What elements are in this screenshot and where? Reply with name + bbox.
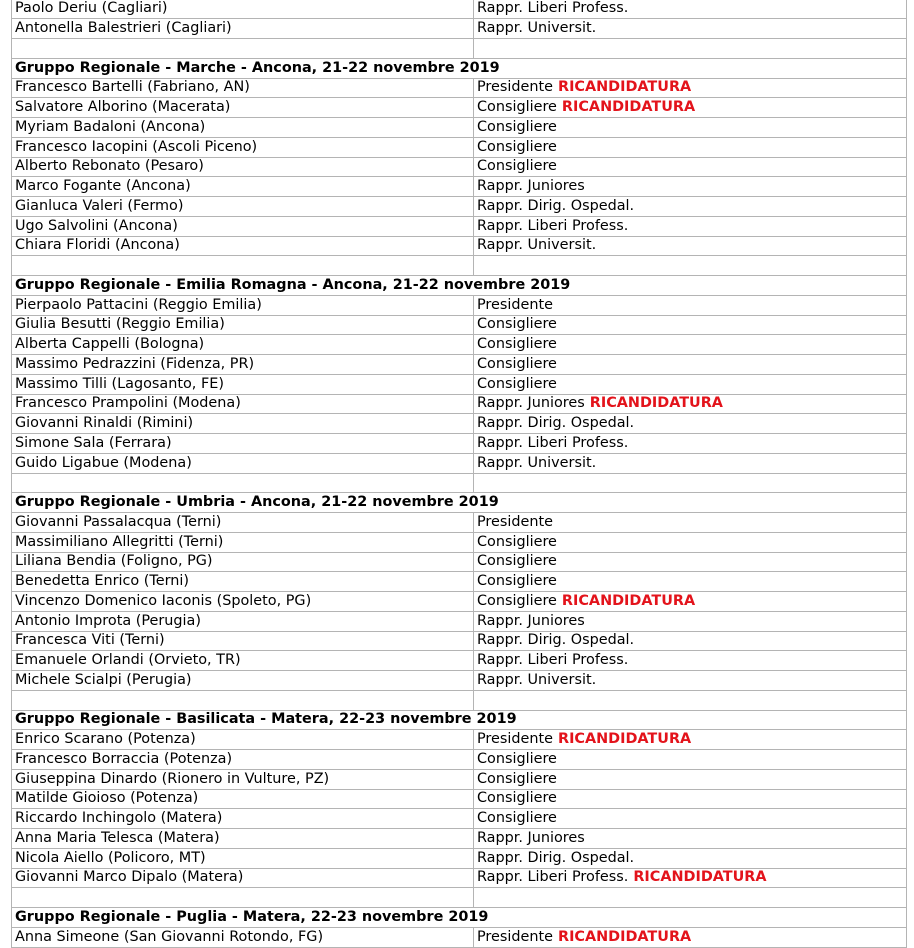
member-role-cell	[474, 434, 907, 454]
spacer-row	[12, 39, 907, 59]
member-role: Rappr. Liberi Profess.	[477, 217, 629, 234]
member-role: Consigliere	[477, 790, 557, 807]
member-role: Consigliere	[477, 810, 557, 827]
member-role: Consigliere	[477, 316, 557, 333]
member-name: Nicola Aiello (Policoro, MT)	[12, 848, 474, 868]
member-name: Paolo Deriu (Cagliari)	[12, 0, 474, 19]
member-name: Giulia Besutti (Reggio Emilia)	[12, 315, 474, 335]
member-role-cell	[474, 157, 907, 177]
member-name: Salvatore Alborino (Macerata)	[12, 98, 474, 118]
member-role: Rappr. Liberi Profess.	[477, 652, 629, 669]
member-row	[12, 769, 907, 789]
member-role-cell	[474, 750, 907, 770]
member-row	[12, 335, 907, 355]
member-name: Giuseppina Dinardo (Rionero in Vulture, PZ)	[12, 769, 474, 789]
member-role-cell	[474, 236, 907, 256]
member-name: Guido Ligabue (Modena)	[12, 453, 474, 473]
member-role: Presidente	[477, 513, 553, 530]
member-role: Presidente	[477, 928, 553, 945]
member-name: Simone Sala (Ferrara)	[12, 434, 474, 454]
member-role: Rappr. Dirig. Ospedal.	[477, 849, 635, 866]
member-role-cell	[474, 19, 907, 39]
member-name: Francesco Iacopini (Ascoli Piceno)	[12, 137, 474, 157]
member-role: Consigliere	[477, 573, 557, 590]
member-role-cell	[474, 611, 907, 631]
member-role: Presidente	[477, 296, 553, 313]
group-header-row	[12, 710, 907, 730]
member-row	[12, 513, 907, 533]
member-row	[12, 651, 907, 671]
member-role-cell	[474, 177, 907, 197]
member-row	[12, 295, 907, 315]
member-role: Rappr. Liberi Profess.	[477, 869, 629, 886]
member-role-cell	[474, 552, 907, 572]
member-row	[12, 157, 907, 177]
member-row	[12, 829, 907, 849]
member-name: Marco Fogante (Ancona)	[12, 177, 474, 197]
spacer-row	[12, 256, 907, 276]
member-role: Rappr. Universit.	[477, 454, 597, 471]
ricandidatura-flag: RICANDIDATURA	[556, 592, 696, 609]
member-name: Massimo Tilli (Lagosanto, FE)	[12, 374, 474, 394]
member-role-cell	[474, 216, 907, 236]
spacer-cell-right	[474, 256, 907, 276]
member-row	[12, 177, 907, 197]
group-header-title: Gruppo Regionale - Marche - Ancona, 21-22 novembre 2019	[12, 58, 907, 78]
member-role-cell	[474, 118, 907, 138]
member-role-cell	[474, 829, 907, 849]
member-role: Consigliere	[477, 336, 557, 353]
member-row	[12, 414, 907, 434]
member-row	[12, 355, 907, 375]
member-role: Consigliere	[477, 375, 557, 392]
member-role: Rappr. Dirig. Ospedal.	[477, 632, 635, 649]
member-role-cell	[474, 394, 907, 414]
member-role-cell	[474, 572, 907, 592]
member-row	[12, 78, 907, 98]
member-name: Francesco Bartelli (Fabriano, AN)	[12, 78, 474, 98]
member-row	[12, 789, 907, 809]
spacer-cell-left	[12, 888, 474, 908]
member-role-cell	[474, 671, 907, 691]
member-name: Anna Simeone (San Giovanni Rotondo, FG)	[12, 927, 474, 947]
member-role: Rappr. Juniores	[477, 395, 585, 412]
member-role: Rappr. Universit.	[477, 671, 597, 688]
table-body	[12, 0, 907, 947]
member-row	[12, 137, 907, 157]
spacer-cell-left	[12, 256, 474, 276]
member-row	[12, 730, 907, 750]
spacer-cell-right	[474, 690, 907, 710]
member-role: Consigliere	[477, 770, 557, 787]
member-row	[12, 374, 907, 394]
group-header-row	[12, 493, 907, 513]
member-row	[12, 750, 907, 770]
group-header-row	[12, 276, 907, 296]
member-role-cell	[474, 355, 907, 375]
member-name: Michele Scialpi (Perugia)	[12, 671, 474, 691]
member-role-cell	[474, 769, 907, 789]
member-name: Anna Maria Telesca (Matera)	[12, 829, 474, 849]
member-role-cell	[474, 789, 907, 809]
member-row	[12, 236, 907, 256]
member-role-cell	[474, 78, 907, 98]
member-name: Massimiliano Allegritti (Terni)	[12, 532, 474, 552]
member-name: Enrico Scarano (Potenza)	[12, 730, 474, 750]
member-role: Rappr. Juniores	[477, 829, 585, 846]
group-header-row	[12, 58, 907, 78]
ricandidatura-flag: RICANDIDATURA	[628, 869, 767, 886]
member-role: Consigliere	[477, 750, 557, 767]
spacer-cell-right	[474, 473, 907, 493]
member-row	[12, 118, 907, 138]
spacer-row	[12, 473, 907, 493]
group-header-title: Gruppo Regionale - Emilia Romagna - Ancona, 21-22 novembre 2019	[12, 276, 907, 296]
member-name: Antonio Improta (Perugia)	[12, 611, 474, 631]
member-role-cell	[474, 592, 907, 612]
member-role: Rappr. Universit.	[477, 20, 597, 37]
member-role: Consigliere	[477, 158, 557, 175]
member-role-cell	[474, 730, 907, 750]
member-role-cell	[474, 197, 907, 217]
member-role-cell	[474, 137, 907, 157]
member-role-cell	[474, 532, 907, 552]
ricandidatura-flag: RICANDIDATURA	[552, 928, 692, 945]
member-row	[12, 0, 907, 19]
member-role: Consigliere	[477, 553, 557, 570]
member-row	[12, 98, 907, 118]
spacer-cell-left	[12, 473, 474, 493]
member-role-cell	[474, 295, 907, 315]
member-role: Rappr. Dirig. Ospedal.	[477, 415, 635, 432]
member-role-cell	[474, 927, 907, 947]
member-name: Myriam Badaloni (Ancona)	[12, 118, 474, 138]
member-role: Consigliere	[477, 138, 557, 155]
member-row	[12, 552, 907, 572]
member-name: Gianluca Valeri (Fermo)	[12, 197, 474, 217]
spacer-row	[12, 888, 907, 908]
member-role: Consigliere	[477, 355, 557, 372]
ricandidatura-flag: RICANDIDATURA	[584, 395, 723, 412]
member-row	[12, 868, 907, 888]
member-name: Giovanni Passalacqua (Terni)	[12, 513, 474, 533]
spacer-cell-right	[474, 888, 907, 908]
member-row	[12, 592, 907, 612]
member-role: Rappr. Dirig. Ospedal.	[477, 197, 635, 214]
group-header-title: Gruppo Regionale - Puglia - Matera, 22-23 novembre 2019	[12, 908, 907, 928]
member-row	[12, 19, 907, 39]
member-name: Francesco Prampolini (Modena)	[12, 394, 474, 414]
spacer-row	[12, 690, 907, 710]
member-name: Pierpaolo Pattacini (Reggio Emilia)	[12, 295, 474, 315]
member-row	[12, 611, 907, 631]
member-role: Consigliere	[477, 118, 557, 135]
member-row	[12, 216, 907, 236]
member-role: Rappr. Liberi Profess.	[477, 434, 629, 451]
member-role: Consigliere	[477, 533, 557, 550]
member-role-cell	[474, 848, 907, 868]
spacer-cell-right	[474, 39, 907, 59]
ricandidatura-flag: RICANDIDATURA	[556, 99, 696, 116]
member-row	[12, 848, 907, 868]
member-role-cell	[474, 809, 907, 829]
member-role-cell	[474, 513, 907, 533]
member-row	[12, 532, 907, 552]
ricandidatura-flag: RICANDIDATURA	[552, 731, 692, 748]
regional-groups-table	[11, 0, 907, 948]
member-name: Matilde Gioioso (Potenza)	[12, 789, 474, 809]
member-name: Antonella Balestrieri (Cagliari)	[12, 19, 474, 39]
member-name: Ugo Salvolini (Ancona)	[12, 216, 474, 236]
member-role: Presidente	[477, 79, 553, 96]
member-role-cell	[474, 315, 907, 335]
member-row	[12, 315, 907, 335]
member-name: Benedetta Enrico (Terni)	[12, 572, 474, 592]
member-row	[12, 809, 907, 829]
member-role: Consigliere	[477, 592, 557, 609]
member-row	[12, 631, 907, 651]
ricandidatura-flag: RICANDIDATURA	[552, 79, 692, 96]
group-header-title: Gruppo Regionale - Basilicata - Matera, 22-23 novembre 2019	[12, 710, 907, 730]
member-row	[12, 434, 907, 454]
member-row	[12, 394, 907, 414]
member-row	[12, 453, 907, 473]
member-name: Francesca Viti (Terni)	[12, 631, 474, 651]
spacer-cell-left	[12, 690, 474, 710]
member-name: Riccardo Inchingolo (Matera)	[12, 809, 474, 829]
member-role: Consigliere	[477, 99, 557, 116]
member-role-cell	[474, 335, 907, 355]
member-role-cell	[474, 414, 907, 434]
member-role-cell	[474, 98, 907, 118]
member-role: Presidente	[477, 731, 553, 748]
group-header-row	[12, 908, 907, 928]
member-role-cell	[474, 453, 907, 473]
member-name: Vincenzo Domenico Iaconis (Spoleto, PG)	[12, 592, 474, 612]
member-role-cell	[474, 0, 907, 19]
member-name: Liliana Bendia (Foligno, PG)	[12, 552, 474, 572]
member-role-cell	[474, 651, 907, 671]
member-role-cell	[474, 374, 907, 394]
member-role: Rappr. Juniores	[477, 178, 585, 195]
member-name: Chiara Floridi (Ancona)	[12, 236, 474, 256]
member-role-cell	[474, 868, 907, 888]
member-row	[12, 197, 907, 217]
member-row	[12, 927, 907, 947]
member-name: Alberta Cappelli (Bologna)	[12, 335, 474, 355]
member-name: Massimo Pedrazzini (Fidenza, PR)	[12, 355, 474, 375]
group-header-title: Gruppo Regionale - Umbria - Ancona, 21-22 novembre 2019	[12, 493, 907, 513]
member-role-cell	[474, 631, 907, 651]
member-role: Rappr. Juniores	[477, 612, 585, 629]
member-row	[12, 671, 907, 691]
spacer-cell-left	[12, 39, 474, 59]
member-role: Rappr. Liberi Profess.	[477, 0, 629, 17]
member-name: Giovanni Marco Dipalo (Matera)	[12, 868, 474, 888]
member-name: Francesco Borraccia (Potenza)	[12, 750, 474, 770]
member-row	[12, 572, 907, 592]
member-name: Alberto Rebonato (Pesaro)	[12, 157, 474, 177]
member-role: Rappr. Universit.	[477, 237, 597, 254]
member-name: Giovanni Rinaldi (Rimini)	[12, 414, 474, 434]
member-name: Emanuele Orlandi (Orvieto, TR)	[12, 651, 474, 671]
